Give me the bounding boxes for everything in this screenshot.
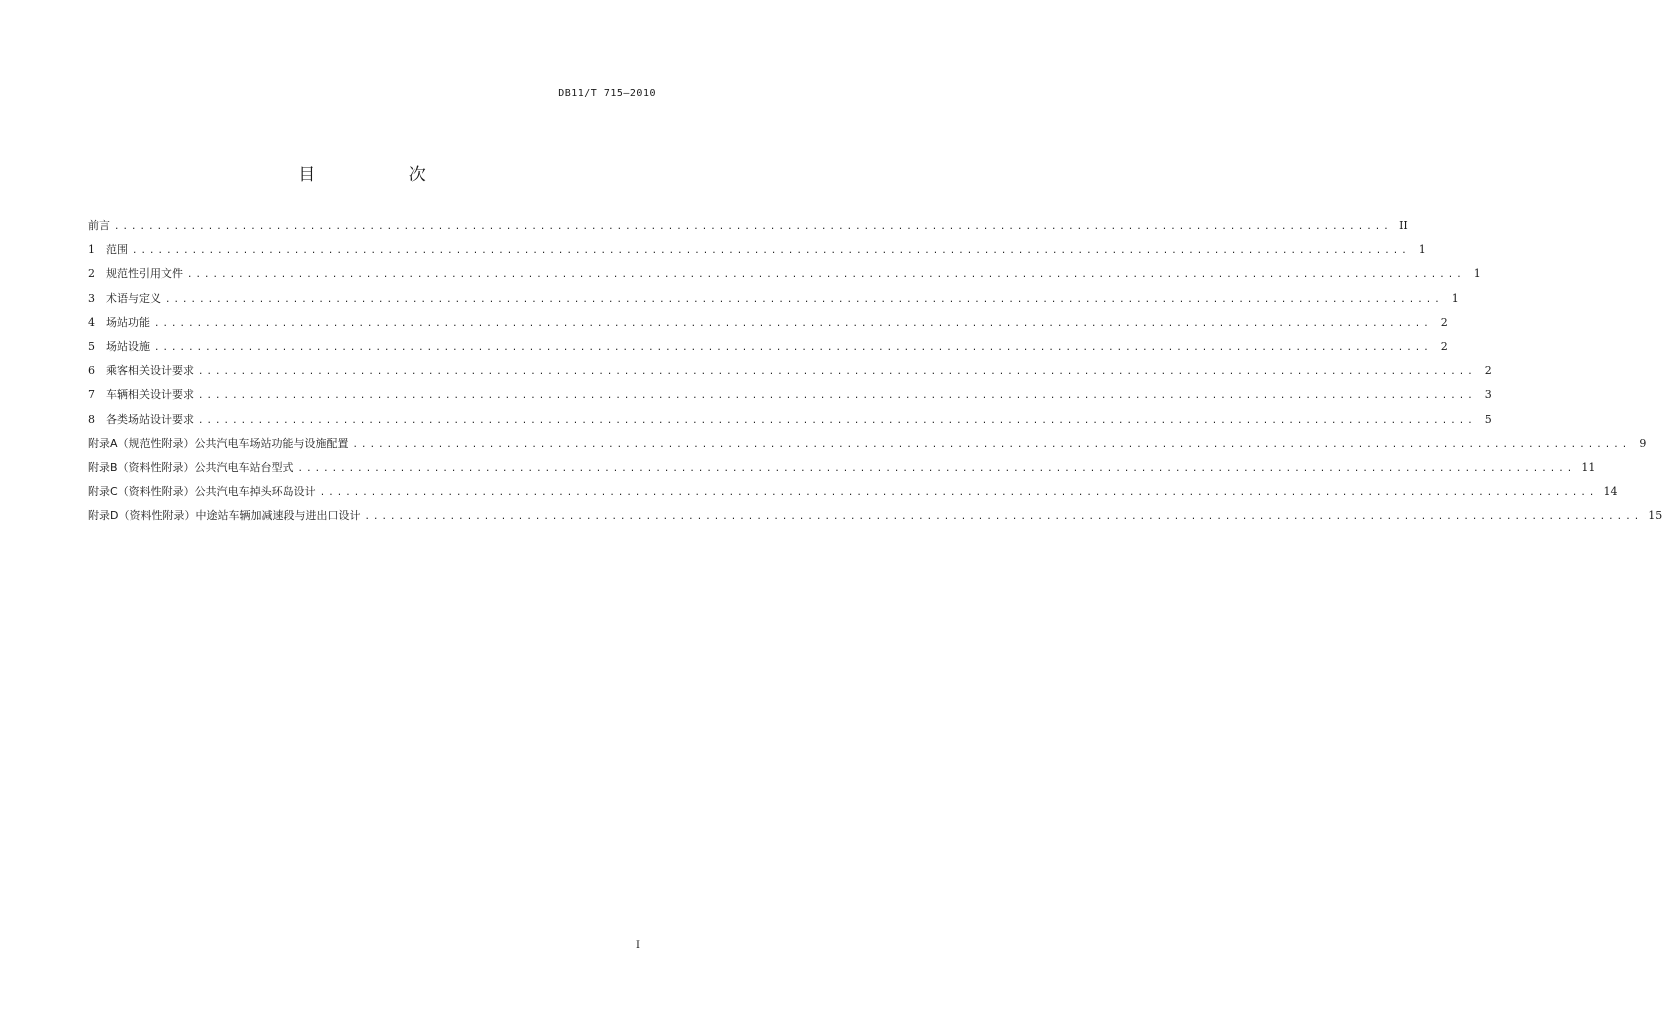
toc-leader-dots: ...................................................................................................................................................... — [154, 318, 1432, 329]
toc-leader-dots: ...................................................................................................................................................... — [364, 512, 1643, 523]
toc-entry-2[interactable] — [88, 264, 1481, 288]
toc-entry-text: 附录B（资料性附录）公共汽电车站台型式 — [88, 460, 294, 474]
toc-entry-appendix-b[interactable] — [88, 458, 1596, 482]
toc-entry-page: 1 — [1473, 267, 1481, 281]
toc-entry-text: 附录C（资料性附录）公共汽电车掉头环岛设计 — [88, 485, 316, 499]
toc-entry-number: 8 — [88, 412, 95, 426]
toc-entry-page: 2 — [1484, 364, 1492, 378]
toc-entry-page: 11 — [1581, 460, 1596, 474]
toc-leader-dots: ...................................................................................................................................................... — [352, 439, 1631, 450]
toc-leader-dots: ...................................................................................................................................................... — [198, 367, 1476, 378]
toc-entry-6[interactable] — [88, 361, 1492, 385]
toc-entry-page: 2 — [1440, 339, 1448, 353]
toc-entry-foreword[interactable] — [88, 216, 1408, 240]
toc-entry-text: 各类场站设计要求 — [106, 412, 194, 426]
toc-leader-dots: ...................................................................................................................................................... — [198, 391, 1476, 402]
toc-entry-number: 4 — [88, 315, 95, 329]
toc-entry-page: 15 — [1648, 509, 1662, 523]
toc-entry-7[interactable] — [88, 385, 1492, 409]
toc-entry-text: 乘客相关设计要求 — [106, 364, 194, 378]
toc-entry-page: 1 — [1451, 291, 1459, 305]
toc-entry-number: 5 — [88, 339, 95, 353]
toc-leader-dots: ...................................................................................................................................................... — [198, 415, 1476, 426]
toc-entry-appendix-a[interactable] — [88, 434, 1647, 458]
toc-entry-page: 1 — [1418, 243, 1426, 257]
toc-entry-text: 规范性引用文件 — [106, 267, 183, 281]
toc-entry-4[interactable] — [88, 313, 1448, 337]
document-code: DB11/T 715—2010 — [558, 88, 656, 99]
toc-entry-number: 1 — [88, 243, 95, 257]
toc-leader-dots: ...................................................................................................................................................... — [319, 488, 1598, 499]
toc-leader-dots: ...................................................................................................................................................... — [165, 294, 1443, 305]
toc-entry-3[interactable] — [88, 289, 1459, 313]
toc-entry-text: 前言 — [88, 219, 110, 232]
toc-entry-text: 术语与定义 — [106, 291, 161, 305]
toc-leader-dots: ...................................................................................................................................................... — [114, 222, 1392, 232]
toc-entry-page: 3 — [1484, 388, 1492, 402]
toc-entry-text: 范围 — [106, 243, 128, 257]
toc-entry-text: 附录A（规范性附录）公共汽电车场站功能与设施配置 — [88, 436, 349, 450]
toc-entry-5[interactable] — [88, 337, 1448, 361]
toc-entry-8[interactable] — [88, 410, 1492, 434]
toc-leader-dots: ...................................................................................................................................................... — [154, 342, 1432, 353]
toc-entry-text: 附录D（资料性附录）中途站车辆加减速段与进出口设计 — [88, 509, 361, 523]
toc-entry-1[interactable] — [88, 240, 1426, 264]
toc-entry-page: 2 — [1440, 315, 1448, 329]
toc-entry-appendix-d[interactable] — [88, 506, 1662, 530]
toc-entry-appendix-c[interactable] — [88, 482, 1618, 506]
toc-leader-dots: ...................................................................................................................................................... — [132, 246, 1410, 257]
toc-entry-page: 9 — [1639, 436, 1647, 450]
toc-entry-text: 场站功能 — [106, 315, 150, 329]
toc-entry-page: 5 — [1484, 412, 1492, 426]
toc-entry-page: II — [1399, 219, 1408, 232]
toc-entry-number: 7 — [88, 388, 95, 402]
toc-leader-dots: ...................................................................................................................................................... — [187, 270, 1465, 281]
toc-leader-dots: ...................................................................................................................................................... — [297, 463, 1576, 474]
toc-title: 目 次 — [298, 165, 470, 185]
toc-entry-number: 3 — [88, 291, 95, 305]
table-of-contents — [88, 216, 1662, 530]
toc-entry-page: 14 — [1603, 485, 1618, 499]
toc-entry-number: 2 — [88, 267, 95, 281]
page-number: I — [636, 940, 640, 951]
toc-entry-text: 场站设施 — [106, 339, 150, 353]
toc-entry-number: 6 — [88, 364, 95, 378]
toc-entry-text: 车辆相关设计要求 — [106, 388, 194, 402]
